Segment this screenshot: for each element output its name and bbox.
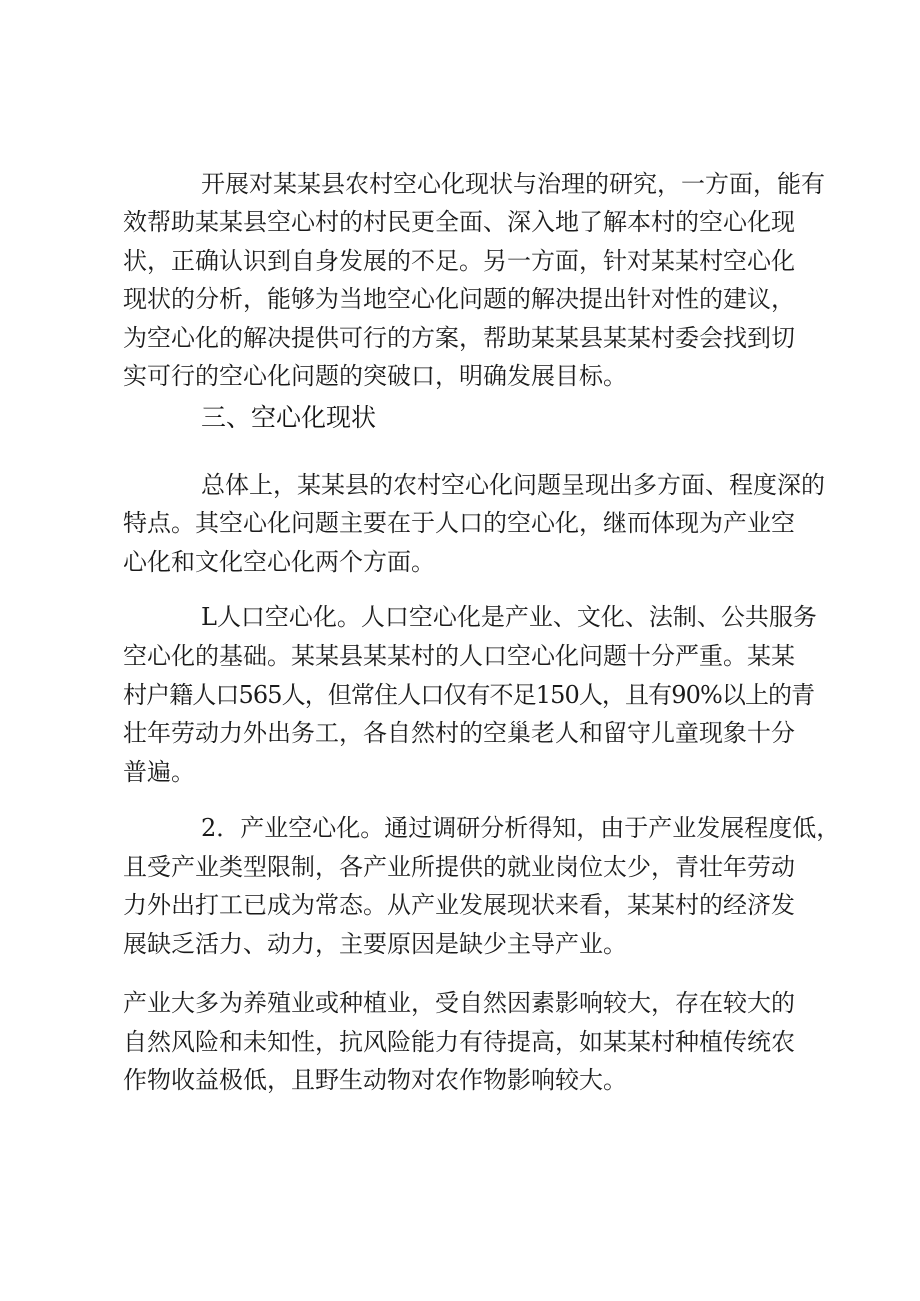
paragraph-1-line-6: 实可行的空心化问题的突破口，明确发展目标。 (123, 362, 627, 390)
paragraph-3-line-5: 普遍。 (123, 758, 195, 786)
paragraph-4-line-3: 力外出打工已成为常态。从产业发展现状来看，某某村的经济发 (123, 891, 795, 919)
paragraph-4-line-4: 展缺乏活力、动力，主要原因是缺少主导产业。 (123, 930, 627, 958)
paragraph-2-line-1: 总体上，某某县的农村空心化问题呈现出多方面、程度深的 (201, 471, 825, 499)
paragraph-2-line-2: 特点。其空心化问题主要在于人口的空心化，继而体现为产业空 (123, 509, 795, 537)
paragraph-1-line-5: 为空心化的解决提供可行的方案，帮助某某县某某村委会找到切 (123, 324, 795, 352)
paragraph-3-line-1: L人口空心化。人口空心化是产业、文化、法制、公共服务 (201, 603, 817, 631)
paragraph-3-line-2: 空心化的基础。某某县某某村的人口空心化问题十分严重。某某 (123, 642, 795, 670)
paragraph-5-line-2: 自然风险和未知性，抗风险能力有待提高，如某某村种植传统农 (123, 1028, 795, 1056)
paragraph-1-line-4: 现状的分析，能够为当地空心化问题的解决提出针对性的建议， (123, 285, 795, 313)
section-heading: 三、空心化现状 (201, 403, 377, 432)
paragraph-1-line-3: 状，正确认识到自身发展的不足。另一方面，针对某某村空心化 (123, 247, 795, 275)
paragraph-5-line-3: 作物收益极低，且野生动物对农作物影响较大。 (123, 1066, 627, 1094)
paragraph-3-line-3: 村户籍人口565人，但常住人口仅有不足150人，且有90%以上的青 (123, 681, 815, 709)
paragraph-4-line-1: 2．产业空心化。通过调研分析得知，由于产业发展程度低， (201, 814, 841, 842)
paragraph-1-line-2: 效帮助某某县空心村的村民更全面、深入地了解本村的空心化现 (123, 208, 795, 236)
paragraph-1-line-1: 开展对某某县农村空心化现状与治理的研究，一方面，能有 (201, 170, 825, 198)
paragraph-4-line-2: 且受产业类型限制，各产业所提供的就业岗位太少，青壮年劳动 (123, 853, 795, 881)
paragraph-2-line-3: 心化和文化空心化两个方面。 (123, 548, 435, 576)
paragraph-3-line-4: 壮年劳动力外出务工，各自然村的空巢老人和留守儿童现象十分 (123, 719, 795, 747)
paragraph-5-line-1: 产业大多为养殖业或种植业，受自然因素影响较大，存在较大的 (123, 989, 795, 1017)
